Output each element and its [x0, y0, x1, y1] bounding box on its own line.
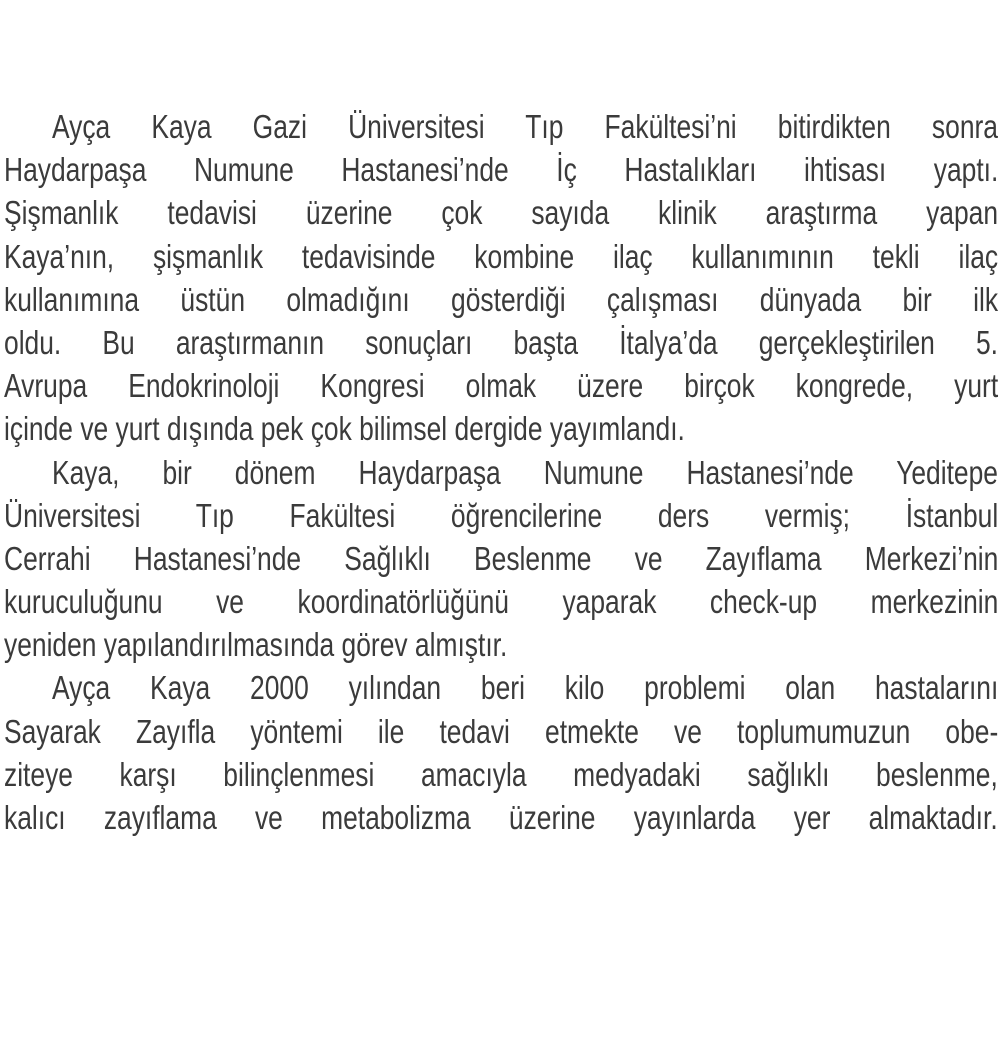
- text-line: [4, 278, 998, 321]
- line-text: Kaya’nın, şişmanlık tedavisinde kombine ilaç kullanımının tekli ilaç: [4, 237, 999, 275]
- text-line: [4, 407, 998, 450]
- text-line: [4, 710, 998, 753]
- line-text: Avrupa Endokrinoloji Kongresi olmak üzere birçok kongrede, yurt: [4, 367, 999, 405]
- line-text: Ayça Kaya Gazi Üniversitesi Tıp Fakültesi’ni bitirdikten sonra: [52, 108, 998, 145]
- line-text: içinde ve yurt dışında pek çok bilimsel dergide yayımlandı.: [4, 410, 685, 448]
- line-text: Üniversitesi Tıp Fakültesi öğrencilerine ders vermiş; İstanbul: [4, 496, 999, 534]
- line-text: Ayça Kaya 2000 yılından beri kilo problemi olan hastalarını: [52, 669, 999, 707]
- text-line: [4, 148, 998, 191]
- text-line: [4, 364, 998, 407]
- line-text: ziteye karşı bilinçlenmesi amacıyla medyadaki sağlıklı beslenme,: [4, 755, 998, 793]
- line-text: Haydarpaşa Numune Hastanesi’nde İç Hastalıkları ihtisası yaptı.: [4, 151, 999, 189]
- line-text: Sayarak Zayıfla yöntemi ile tedavi etmekte ve toplumumuzun obe-: [4, 712, 999, 750]
- text-line: [4, 537, 998, 580]
- line-text: kalıcı zayıflama ve metabolizma üzerine yayınlarda yer almaktadır.: [4, 799, 998, 836]
- text-line: [4, 451, 998, 494]
- text-line: [4, 623, 998, 666]
- text-line: [4, 494, 998, 537]
- line-text: Kaya, bir dönem Haydarpaşa Numune Hastanesi’nde Yeditepe: [52, 453, 998, 491]
- text-line: [4, 580, 998, 623]
- document-body: [4, 105, 998, 839]
- text-line: [4, 105, 998, 148]
- text-line: [4, 321, 998, 364]
- line-text: Cerrahi Hastanesi’nde Sağlıklı Beslenme ve Zayıflama Merkezi’nin: [4, 539, 999, 577]
- text-line: [4, 235, 998, 278]
- line-text: kuruculuğunu ve koordinatörlüğünü yaparak check-up merkezinin: [4, 583, 999, 621]
- line-text: yeniden yapılandırılmasında görev almıştır.: [4, 626, 508, 664]
- text-line: [4, 666, 998, 709]
- text-line: [4, 796, 998, 839]
- line-text: kullanımına üstün olmadığını gösterdiği çalışması dünyada bir ilk: [4, 280, 999, 318]
- text-line: [4, 191, 998, 234]
- paragraph-method: [4, 666, 998, 839]
- paragraph-education: [4, 105, 998, 451]
- text-line: [4, 753, 998, 796]
- line-text: Şişmanlık tedavisi üzerine çok sayıda klinik araştırma yapan: [4, 194, 999, 232]
- paragraph-career: [4, 451, 998, 667]
- line-text: oldu. Bu araştırmanın sonuçları başta İtalya’da gerçekleştirilen 5.: [4, 323, 998, 361]
